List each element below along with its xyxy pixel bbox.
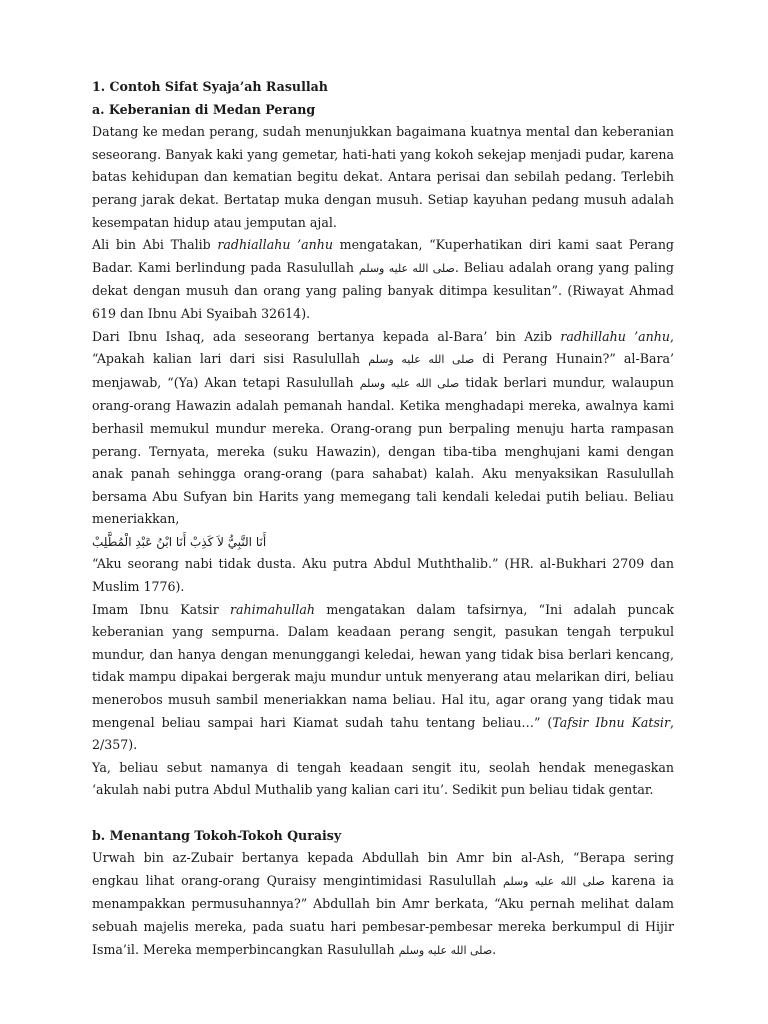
text: di Perang Hunain?” al-Bara’ menjawab, “(Ya) Akan tetapi Rasulullah bbox=[92, 351, 675, 390]
section-heading-1: 1. Contoh Sifat Syaja’ah Rasullah bbox=[92, 79, 328, 94]
text: mengatakan, “Kuperhatikan diri kami saat Perang Badar. Kami berlindung pada Rasulullah bbox=[92, 237, 674, 275]
salawat-arabic: صلى الله عليه وسلم bbox=[359, 376, 460, 390]
italic-term: radhillahu ’anhu bbox=[560, 328, 670, 344]
paragraph-4: “Aku seorang nabi tidak dusta. Aku putra Abdul Muththalib.” (HR. al-Bukhari 2709 dan Muslim 1776). bbox=[92, 556, 674, 595]
subsection-heading-a: a. Keberanian di Medan Perang bbox=[92, 101, 316, 117]
paragraph-6: Ya, beliau sebut namanya di tengah keadaan sengit itu, seolah hendak menegaskan ‘akulah nabi putra Abdul Muthalib yang kalian cari itu’. Sedikit pun beliau tidak gentar. bbox=[92, 759, 674, 798]
italic-term: radhiallahu ’anhu bbox=[217, 237, 333, 253]
italic-citation: Tafsir Ibnu Katsir bbox=[552, 714, 670, 730]
paragraph-5 bbox=[92, 599, 674, 757]
arabic-quote-text: أَنَا النَّبِيُّ لاَ كَذِبْ أَنَا ابْنُ عَبْدِ الْمُطَّلِبْ bbox=[92, 534, 267, 549]
italic-term: rahimahullah bbox=[230, 601, 316, 617]
paragraph-1: Datang ke medan perang, sudah menunjukkan bagaimana kuatnya mental dan keberanian seseorang. Banyak kaki yang gemetar, hati-hati yang kokoh sekejap menjadi pudar, karena batas kehidupan dan kematian begitu dekat. Antara perisai dan sebilah pedang. Terlebih perang jarak dekat. Bertatap muka dengan musuh. Setiap kayuhan pedang musuh adalah kesempatan hidup atau jemputan ajal. bbox=[92, 124, 674, 230]
salawat-arabic: صلى الله عليه وسلم bbox=[398, 943, 493, 957]
text: Dari Ibnu Ishaq, ada seseorang bertanya kepada al-Bara’ bin Azib bbox=[92, 328, 561, 344]
text: , 2/357). bbox=[92, 714, 674, 753]
text: mengatakan dalam tafsirnya, “Ini adalah puncak keberanian yang sempurna. Dalam keadaan perang sengit, pasukan tengah terpukul mundur, dan hanya dengan menunggangi keledai, hewan yang tidak bisa berlari kencang, tidak mampu dipakai bergerak maju mundur untuk menyerang atau melarikan diri, beliau menerobos musuh sambil meneriakkan nama beliau. Hal itu, agar orang yang tidak mau mengenal beliau sampai hari Kiamat sudah tahu tentang beliau…” ( bbox=[92, 601, 674, 730]
salawat-arabic: صلى الله عليه وسلم bbox=[358, 261, 455, 275]
paragraph-2 bbox=[92, 234, 674, 325]
text: . Beliau adalah orang yang paling dekat dengan musuh dan orang yang paling banyak ditimpa kesulitan”. (Riwayat Ahmad 619 dan Ibnu Abi Syaibah 32614). bbox=[92, 259, 674, 321]
blank-line bbox=[92, 802, 674, 825]
text: Ali bin Abi Thalib bbox=[92, 237, 218, 253]
paragraph-7 bbox=[92, 847, 674, 962]
arabic-quote bbox=[92, 531, 674, 554]
document-body bbox=[92, 76, 674, 962]
text: tidak berlari mundur, walaupun orang-orang Hawazin adalah pemanah handal. Ketika menghadapi mereka, awalnya kami berhasil memukul mundur mereka. Orang-orang pun berpaling menuju harta rampasan perang. Ternyata, mereka (suku Hawazin), dengan tiba-tiba menghujani kami dengan anak panah sehingga orang-orang (para sahabat) kalah. Aku menyaksikan Rasulullah bersama Abu Sufyan bin Harits yang memegang tali kendali keledai putih beliau. Beliau meneriakkan, bbox=[92, 374, 674, 527]
text: karena ia menampakkan permusuhannya?” Abdullah bin Amr berkata, “Aku pernah melihat dalam sebuah majelis mereka, pada suatu hari pembesar-pembesar mereka berkumpul di Hijir Isma’il. Mereka memperbincangkan Rasulullah bbox=[92, 872, 675, 957]
salawat-arabic: صلى الله عليه وسلم bbox=[368, 353, 475, 367]
text: Imam Ibnu Katsir bbox=[92, 601, 231, 617]
text: . bbox=[492, 941, 497, 957]
text: Urwah bin az-Zubair bertanya kepada Abdullah bin Amr bin al-Ash, “Berapa sering engkau lihat orang-orang Quraisy mengintimidasi Rasulullah bbox=[92, 850, 674, 888]
subsection-heading-b: b. Menantang Tokoh-Tokoh Quraisy bbox=[92, 827, 342, 843]
salawat-arabic: صلى الله عليه وسلم bbox=[503, 874, 605, 888]
text: , “Apakah kalian lari dari sisi Rasulullah bbox=[92, 328, 674, 367]
paragraph-3 bbox=[92, 326, 674, 531]
